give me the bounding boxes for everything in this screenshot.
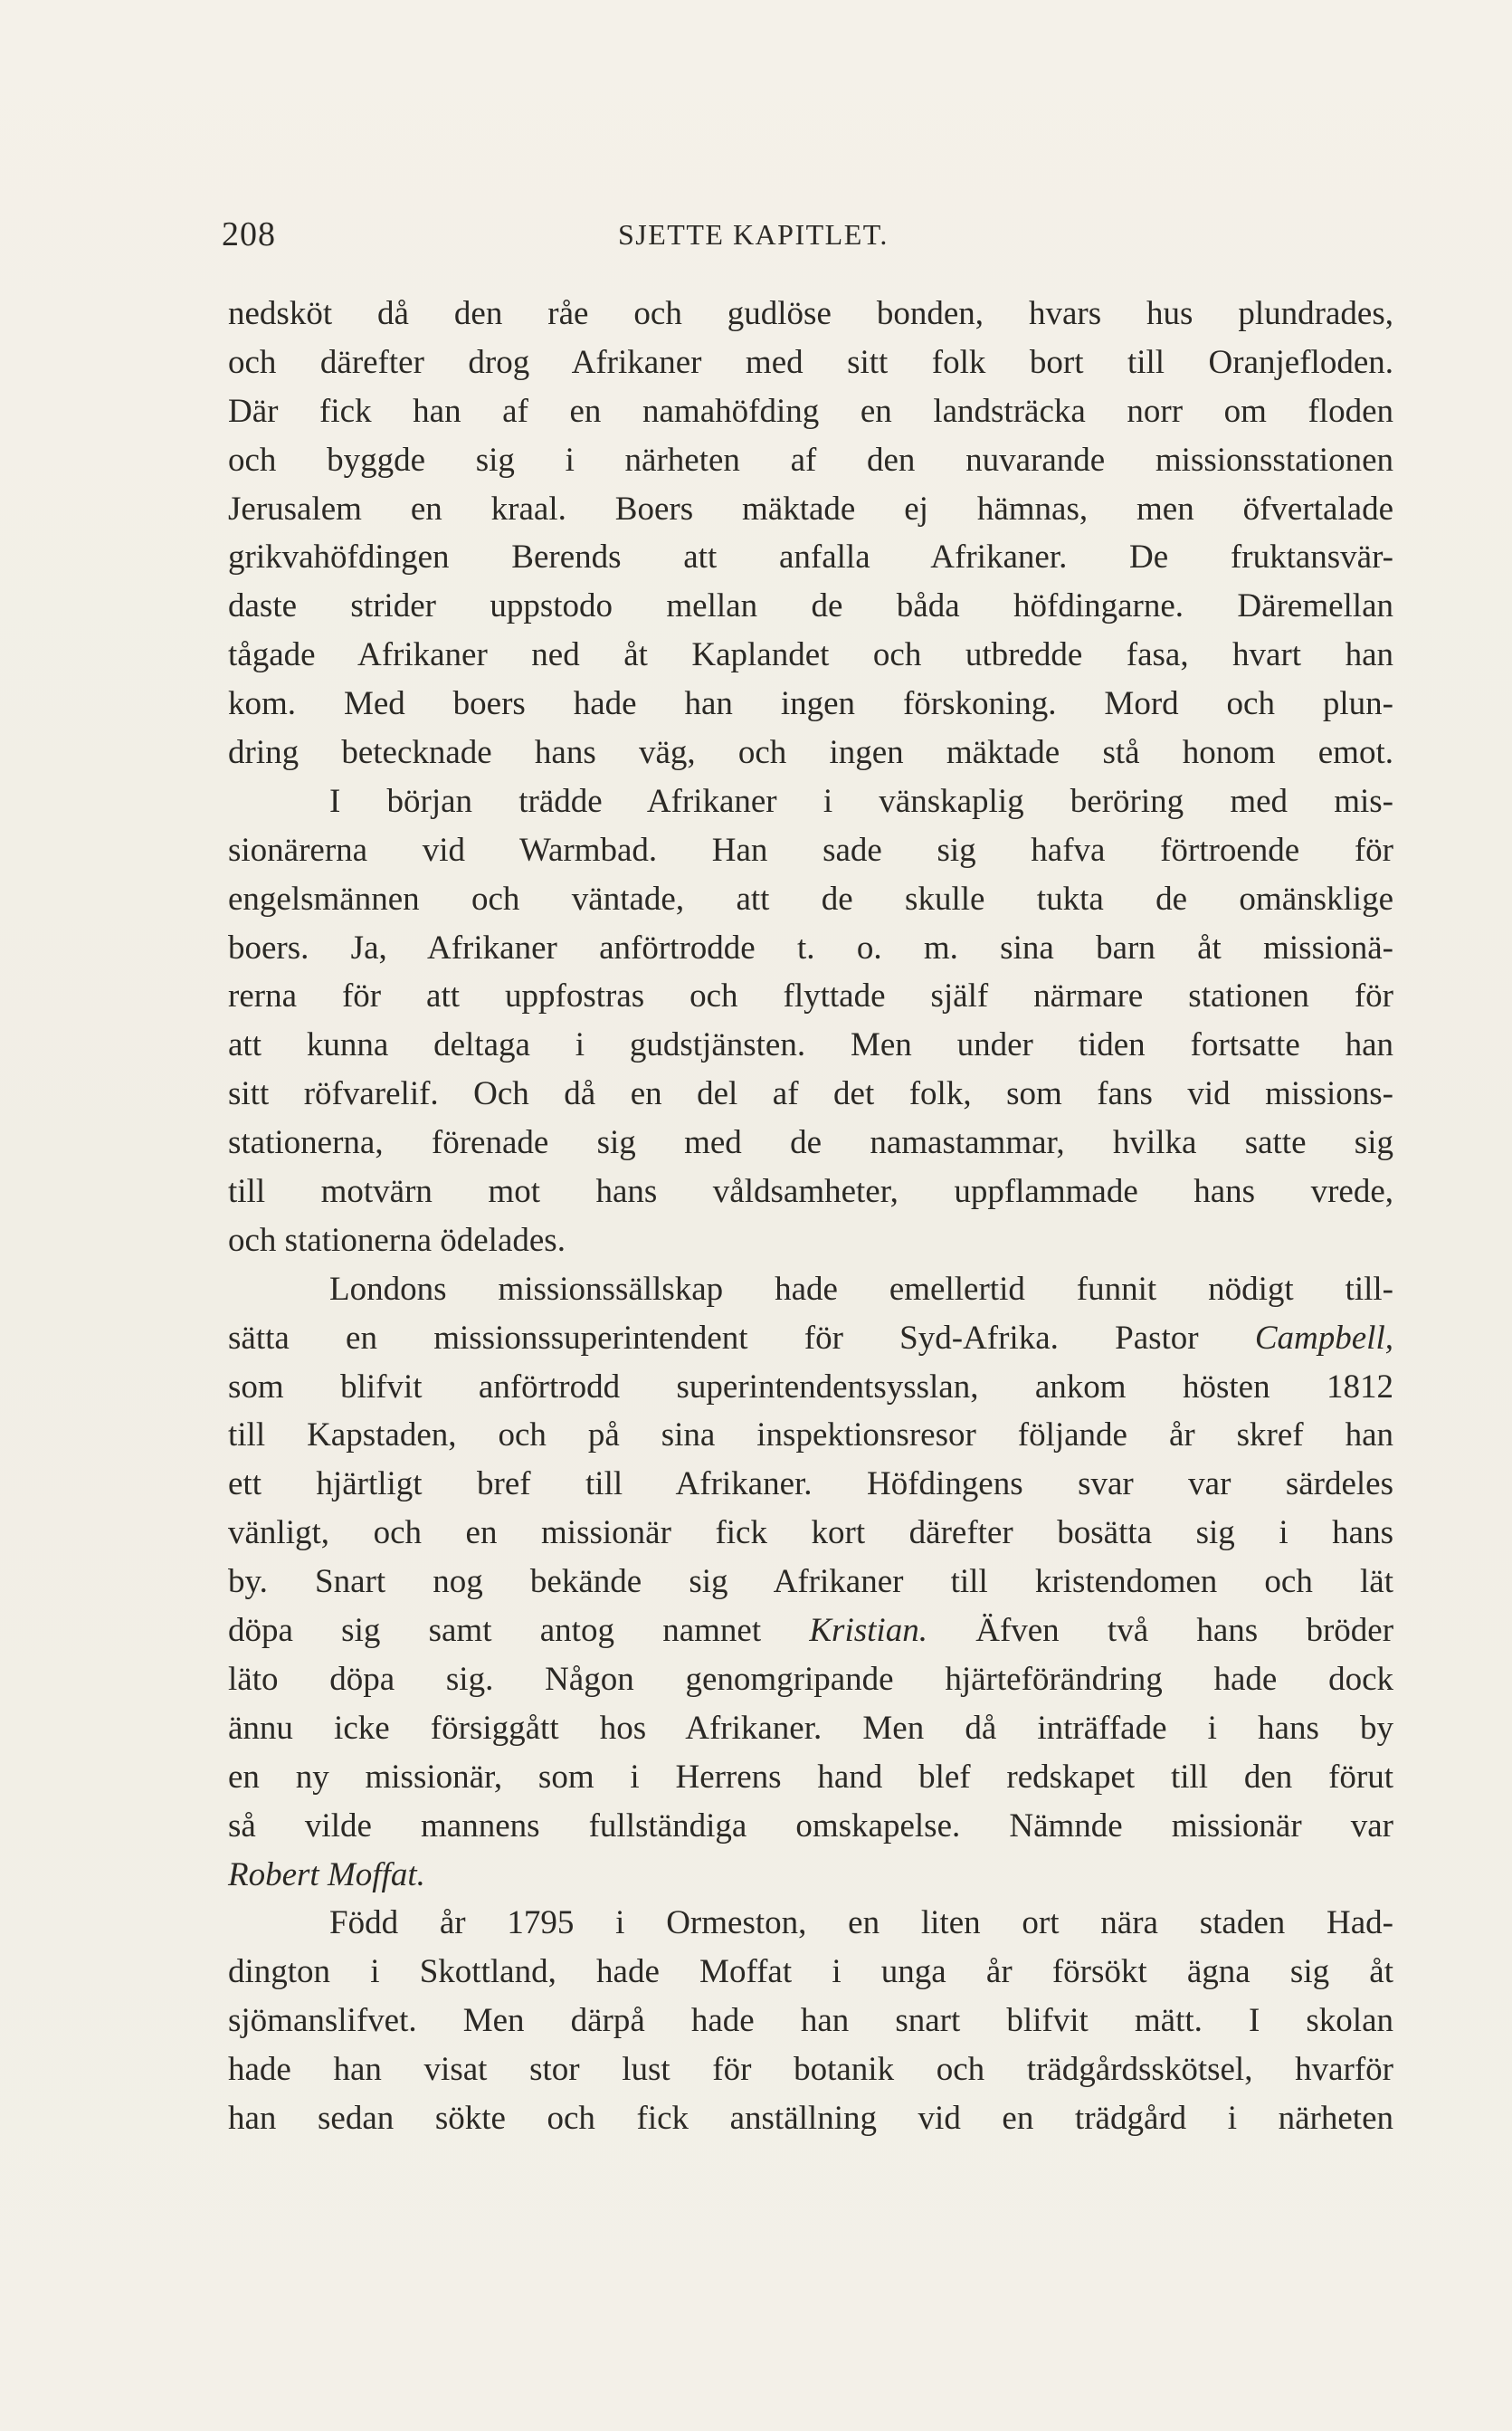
text-line: och byggde sig i närheten af den nuvarande missionsstationen [228,441,1393,479]
text-line: grikvahöfdingen Berends att anfalla Afrikaner. De fruktansvär- [228,539,1393,577]
text-line: till motvärn mot hans våldsamheter, uppflammade hans vrede, [228,1173,1393,1211]
text-line: läto döpa sig. Någon genomgripande hjärteförändring hade dock [228,1660,1393,1698]
text-line: daste strider uppstodo mellan de båda höfdingarne. Däremellan [228,587,1393,625]
text-line: han sedan sökte och fick anställning vid en trädgård i närheten [228,2099,1393,2137]
paragraph-end-line [228,1851,1393,1900]
text-line: en ny missionär, som i Herrens hand blef redskapet till den förut [228,1758,1393,1796]
text-line: stationerna, förenade sig med de namastammar, hvilka satte sig [228,1124,1393,1162]
running-head: SJETTE KAPITLET. [618,218,889,251]
text-line: Där fick han af en namahöfding en landsträcka norr om floden [228,392,1393,430]
paragraph-start-line: I början trädde Afrikaner i vänskaplig beröring med mis- [329,782,1393,820]
text-line: kom. Med boers hade han ingen förskoning. Mord och plun- [228,685,1393,723]
text-line: hade han visat stor lust för botanik och trädgårdsskötsel, hvarför [228,2051,1393,2089]
text-line: nedsköt då den råe och gudlöse bonden, hvars hus plundrades, [228,295,1393,332]
italic-name: Robert Moffat. [228,1855,425,1893]
text-line: ännu icke försiggått hos Afrikaner. Men då inträffade i hans by [228,1709,1393,1747]
text-line: engelsmännen och väntade, att de skulle tukta de omänsklige [228,880,1393,918]
text-line: döpa sig samt antog namnet Kristian. Äfven två hans bröder [228,1612,1394,1650]
text-line: boers. Ja, Afrikaner anförtrodde t. o. m. sina barn åt missionä- [228,929,1393,967]
italic-name: Campbell, [1254,1319,1393,1357]
text-line: och därefter drog Afrikaner med sitt folk bort till Oranjefloden. [228,343,1393,381]
text-line: by. Snart nog bekände sig Afrikaner till kristendomen och lät [228,1563,1393,1601]
paragraph-end-line: och stationerna ödelades. [228,1221,566,1259]
text-line: till Kapstaden, och på sina inspektionsresor följande år skref han [228,1416,1393,1454]
text-line: vänligt, och en missionär fick kort därefter bosätta sig i hans [228,1514,1393,1552]
text-line: att kunna deltaga i gudstjänsten. Men under tiden fortsatte han [228,1026,1393,1064]
text-line: så vilde mannens fullständiga omskapelse. Nämnde missionär var [228,1807,1393,1845]
text-line: ett hjärtligt bref till Afrikaner. Höfdingens svar var särdeles [228,1465,1393,1503]
text-line: sionärerna vid Warmbad. Han sade sig hafva förtroende för [228,831,1393,869]
body-text [228,290,1393,2143]
italic-name: Kristian. [809,1612,927,1650]
paragraph-start-line: Född år 1795 i Ormeston, en liten ort nära staden Had- [329,1904,1393,1942]
paragraph-start-line: Londons missionssällskap hade emellertid funnit nödigt till- [329,1270,1393,1308]
page-number: 208 [222,215,276,253]
text-line: sitt röfvarelif. Och då en del af det folk, som fans vid missions- [228,1075,1393,1113]
page-header [222,214,1398,269]
text-line: Jerusalem en kraal. Boers mäktade ej hämnas, men öfvertalade [228,490,1393,528]
text-line: som blifvit anförtrodd superintendentsysslan, ankom hösten 1812 [228,1368,1393,1406]
text-line: sätta en missionssuperintendent för Syd-Afrika. Pastor Campbell, [228,1319,1393,1357]
text-line: tågade Afrikaner ned åt Kaplandet och utbredde fasa, hvart han [228,636,1393,674]
text-line: dring betecknade hans väg, och ingen mäktade stå honom emot. [228,734,1393,772]
text-line: sjömanslifvet. Men därpå hade han snart blifvit mätt. I skolan [228,2002,1393,2040]
text-line: rerna för att uppfostras och flyttade själf närmare stationen för [228,977,1393,1015]
text-line: dington i Skottland, hade Moffat i unga år försökt ägna sig åt [228,1953,1393,1991]
